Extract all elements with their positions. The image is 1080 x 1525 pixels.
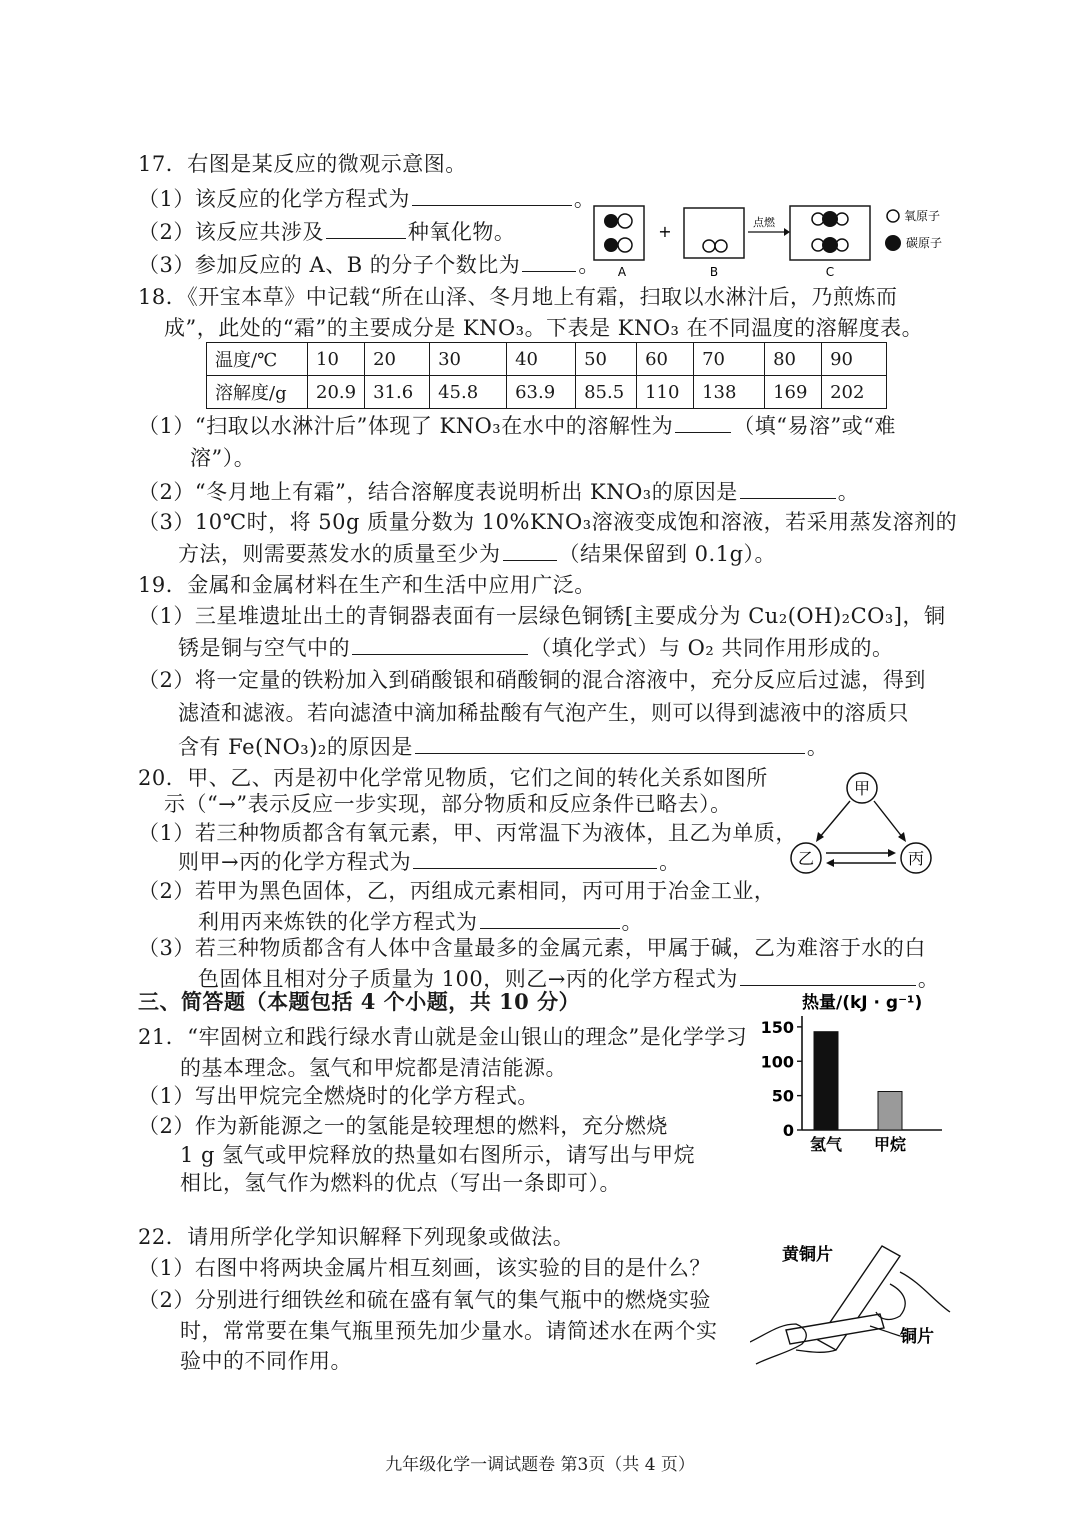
brass-plate-label: 黄铜片 — [782, 1245, 833, 1265]
table-cell: 50 — [576, 343, 637, 376]
legend-oxygen-label: 氧原子 — [904, 209, 941, 223]
answer-blank[interactable] — [675, 410, 731, 433]
table-cell: 45.8 — [430, 376, 507, 409]
answer-blank[interactable] — [413, 846, 657, 869]
solubility-table — [206, 342, 887, 409]
q18-part3-line2: 方法，则需要蒸发水的质量至少为 （结果保留到 0.1g）。 — [178, 538, 776, 569]
q19-part1-line1: （1）三星堆遗址出土的青铜器表面有一层绿色铜锈[主要成分为 Cu₂(OH)₂CO₃]，铜 — [138, 604, 946, 628]
copper-label-pointer — [870, 1326, 900, 1336]
copper-plate-label: 铜片 — [900, 1327, 934, 1347]
q20-stem-line2: 示（“→”表示反应一步实现，部分物质和反应条件已略去）。 — [164, 792, 732, 816]
reaction-micro-diagram — [592, 196, 982, 282]
q17-part2: （2）该反应共涉及 种氧化物。 — [138, 216, 515, 247]
q20-part3-line1: （3）若三种物质都含有人体中含量最多的金属元素，甲属于碱，乙为难溶于水的白 — [138, 936, 926, 960]
q21-part2-line2: 1 g 氢气或甲烷释放的热量如右图所示，请写出与甲烷 — [180, 1143, 696, 1167]
chart-y-axis-label: 热量/(kJ · g⁻¹) — [802, 993, 923, 1013]
table-cell: 10 — [308, 343, 365, 376]
table-cell: 169 — [765, 376, 822, 409]
q21-stem-line2: 的基本理念。氢气和甲烷都是清洁能源。 — [180, 1056, 567, 1080]
q21-part2-line1: （2）作为新能源之一的氢能是较理想的燃料，充分燃烧 — [138, 1114, 668, 1138]
q18-stem-line1: 18．《开宝本草》中记载“所在山泽、冬月地上有霜，扫取以水淋汁后，乃煎炼而 — [138, 285, 898, 309]
node-bing-label: 丙 — [907, 849, 925, 868]
bar-0 — [814, 1032, 838, 1130]
node-jia-label: 甲 — [853, 779, 871, 798]
arrow-head-icon — [888, 849, 896, 857]
oxygen-atom — [618, 238, 632, 252]
table-row — [207, 376, 887, 409]
q20-part2-line1: （2）若甲为黑色固体，乙，丙组成元素相同，丙可用于冶金工业， — [138, 879, 776, 903]
q19-part2-line3: 含有 Fe(NO₃)₂的原因是 。 — [178, 731, 828, 762]
arrow-head-icon — [784, 228, 790, 236]
oxygen-atom — [715, 240, 727, 252]
q18-part1-line2: 溶”）。 — [190, 446, 256, 470]
q22-part2-line1: （2）分别进行细铁丝和硫在盛有氧气的集气瓶中的燃烧实验 — [138, 1288, 711, 1312]
q19-part2-line1: （2）将一定量的铁粉加入到硝酸银和硝酸铜的混合溶液中，充分反应后过滤，得到 — [138, 668, 926, 692]
answer-blank[interactable] — [740, 476, 836, 499]
answer-blank[interactable] — [522, 249, 576, 272]
table-cell: 30 — [430, 343, 507, 376]
q22-part1: （1）右图中将两块金属片相互刻画，该实验的目的是什么？ — [138, 1256, 711, 1280]
hand-right-outline — [900, 1272, 950, 1312]
arrow-jia-bing — [874, 801, 903, 838]
carbon-atom — [604, 214, 618, 228]
q20-part2-line2: 利用丙来炼铁的化学方程式为 。 — [198, 906, 643, 937]
table-cell: 63.9 — [507, 376, 576, 409]
legend-carbon-icon — [885, 235, 901, 251]
arrow-jia-yi — [819, 801, 850, 838]
hand-left-fingers — [796, 1350, 836, 1352]
q17-stem: 17．右图是某反应的微观示意图。 — [138, 152, 467, 176]
plus-sign: + — [658, 222, 672, 241]
q22-stem: 22．请用所学化学知识解释下列现象或做法。 — [138, 1225, 575, 1249]
box-a — [594, 206, 644, 260]
q17-part3: （3）参加反应的 A、B 的分子个数比为 。 — [138, 249, 600, 280]
q17-part1: （1）该反应的化学方程式为 。 — [138, 183, 595, 214]
y-tick-label: 150 — [760, 1017, 794, 1037]
carbon-atom — [604, 238, 618, 252]
answer-blank[interactable] — [503, 538, 557, 561]
x-category-label: 甲烷 — [873, 1135, 907, 1154]
table-cell: 20.9 — [308, 376, 365, 409]
condition-label: 点燃 — [753, 216, 775, 229]
y-tick-label: 50 — [771, 1086, 794, 1106]
section3-title: 三、简答题（本题包括 4 个小题，共 10 分） — [138, 989, 581, 1014]
q20-part1-line1: （1）若三种物质都含有氧元素，甲、丙常温下为液体，且乙为单质， — [138, 821, 797, 845]
q21-stem-line1: 21．“牢固树立和践行绿水青山就是金山银山的理念”是化学学习 — [138, 1025, 748, 1049]
x-category-label: 氢气 — [809, 1135, 843, 1154]
answer-blank[interactable] — [326, 216, 406, 239]
label-a: A — [617, 265, 627, 279]
q18-stem-line2: 成”，此处的“霜”的主要成分是 KNO₃。下表是 KNO₃ 在不同温度的溶解度表。 — [164, 316, 924, 340]
table-cell: 110 — [637, 376, 694, 409]
y-tick-label: 100 — [760, 1052, 794, 1072]
q22-part2-line3: 验中的不同作用。 — [180, 1349, 352, 1373]
y-tick-label: 0 — [782, 1121, 794, 1140]
table-cell: 20 — [365, 343, 430, 376]
table-cell: 31.6 — [365, 376, 430, 409]
q22-part2-line2: 时，常常要在集气瓶里预先加少量水。请简述水在两个实 — [180, 1319, 718, 1343]
q18-part2: （2）“冬月地上有霜”，结合溶解度表说明析出 KNO₃的原因是 。 — [138, 476, 859, 507]
conversion-diagram — [784, 770, 944, 880]
table-cell: 40 — [507, 343, 576, 376]
table-cell: 80 — [765, 343, 822, 376]
legend-oxygen-icon — [887, 210, 899, 222]
answer-blank[interactable] — [412, 183, 572, 206]
label-c: C — [825, 265, 835, 279]
table-row — [207, 343, 887, 376]
answer-blank[interactable] — [352, 632, 528, 655]
oxygen-atom — [703, 240, 715, 252]
q21-part1: （1）写出甲烷完全燃烧时的化学方程式。 — [138, 1084, 539, 1108]
q20-part3-line2: 色固体且相对分子质量为 100，则乙→丙的化学方程式为 。 — [198, 963, 939, 994]
q19-stem: 19．金属和金属材料在生产和生活中应用广泛。 — [138, 573, 596, 597]
oxygen-atom — [618, 214, 632, 228]
q19-part2-line2: 滤渣和滤液。若向滤渣中滴加稀盐酸有气泡产生，则可以得到滤液中的溶质只 — [178, 701, 909, 725]
bar-1 — [878, 1092, 902, 1131]
table-header-cell: 温度/℃ — [207, 343, 308, 376]
q20-stem-line1: 20．甲、乙、丙是初中化学常见物质，它们之间的转化关系如图所 — [138, 766, 768, 790]
legend-carbon-label: 碳原子 — [906, 236, 943, 250]
answer-blank[interactable] — [740, 963, 916, 986]
table-cell: 90 — [822, 343, 887, 376]
q18-part1-line1: （1）“扫取以水淋汁后”体现了 KNO₃在水中的溶解性为 （填“易溶”或“难 — [138, 410, 896, 441]
metal-scratch-illustration — [750, 1232, 960, 1372]
node-yi-label: 乙 — [797, 849, 815, 868]
table-cell: 202 — [822, 376, 887, 409]
table-cell: 70 — [694, 343, 765, 376]
q21-part2-line3: 相比，氢气作为燃料的优点（写出一条即可）。 — [180, 1171, 621, 1195]
heat-bar-chart — [752, 990, 952, 1160]
q20-part1-line2: 则甲→丙的化学方程式为 。 — [178, 846, 681, 877]
answer-blank[interactable] — [480, 906, 620, 929]
arrow-head-icon — [826, 859, 834, 867]
table-cell: 138 — [694, 376, 765, 409]
q18-part3-line1: （3）10℃时，将 50g 质量分数为 10%KNO₃溶液变成饱和溶液，若采用蒸发溶剂的 — [138, 510, 958, 534]
label-b: B — [709, 265, 719, 279]
page-footer: 九年级化学一调试题卷 第3页（共 4 页） — [385, 1455, 695, 1475]
answer-blank[interactable] — [415, 731, 805, 754]
table-cell: 85.5 — [576, 376, 637, 409]
table-cell: 60 — [637, 343, 694, 376]
q19-part1-line2: 锈是铜与空气中的 （填化学式）与 O₂ 共同作用形成的。 — [178, 632, 893, 663]
table-header-cell: 溶解度/g — [207, 376, 308, 409]
